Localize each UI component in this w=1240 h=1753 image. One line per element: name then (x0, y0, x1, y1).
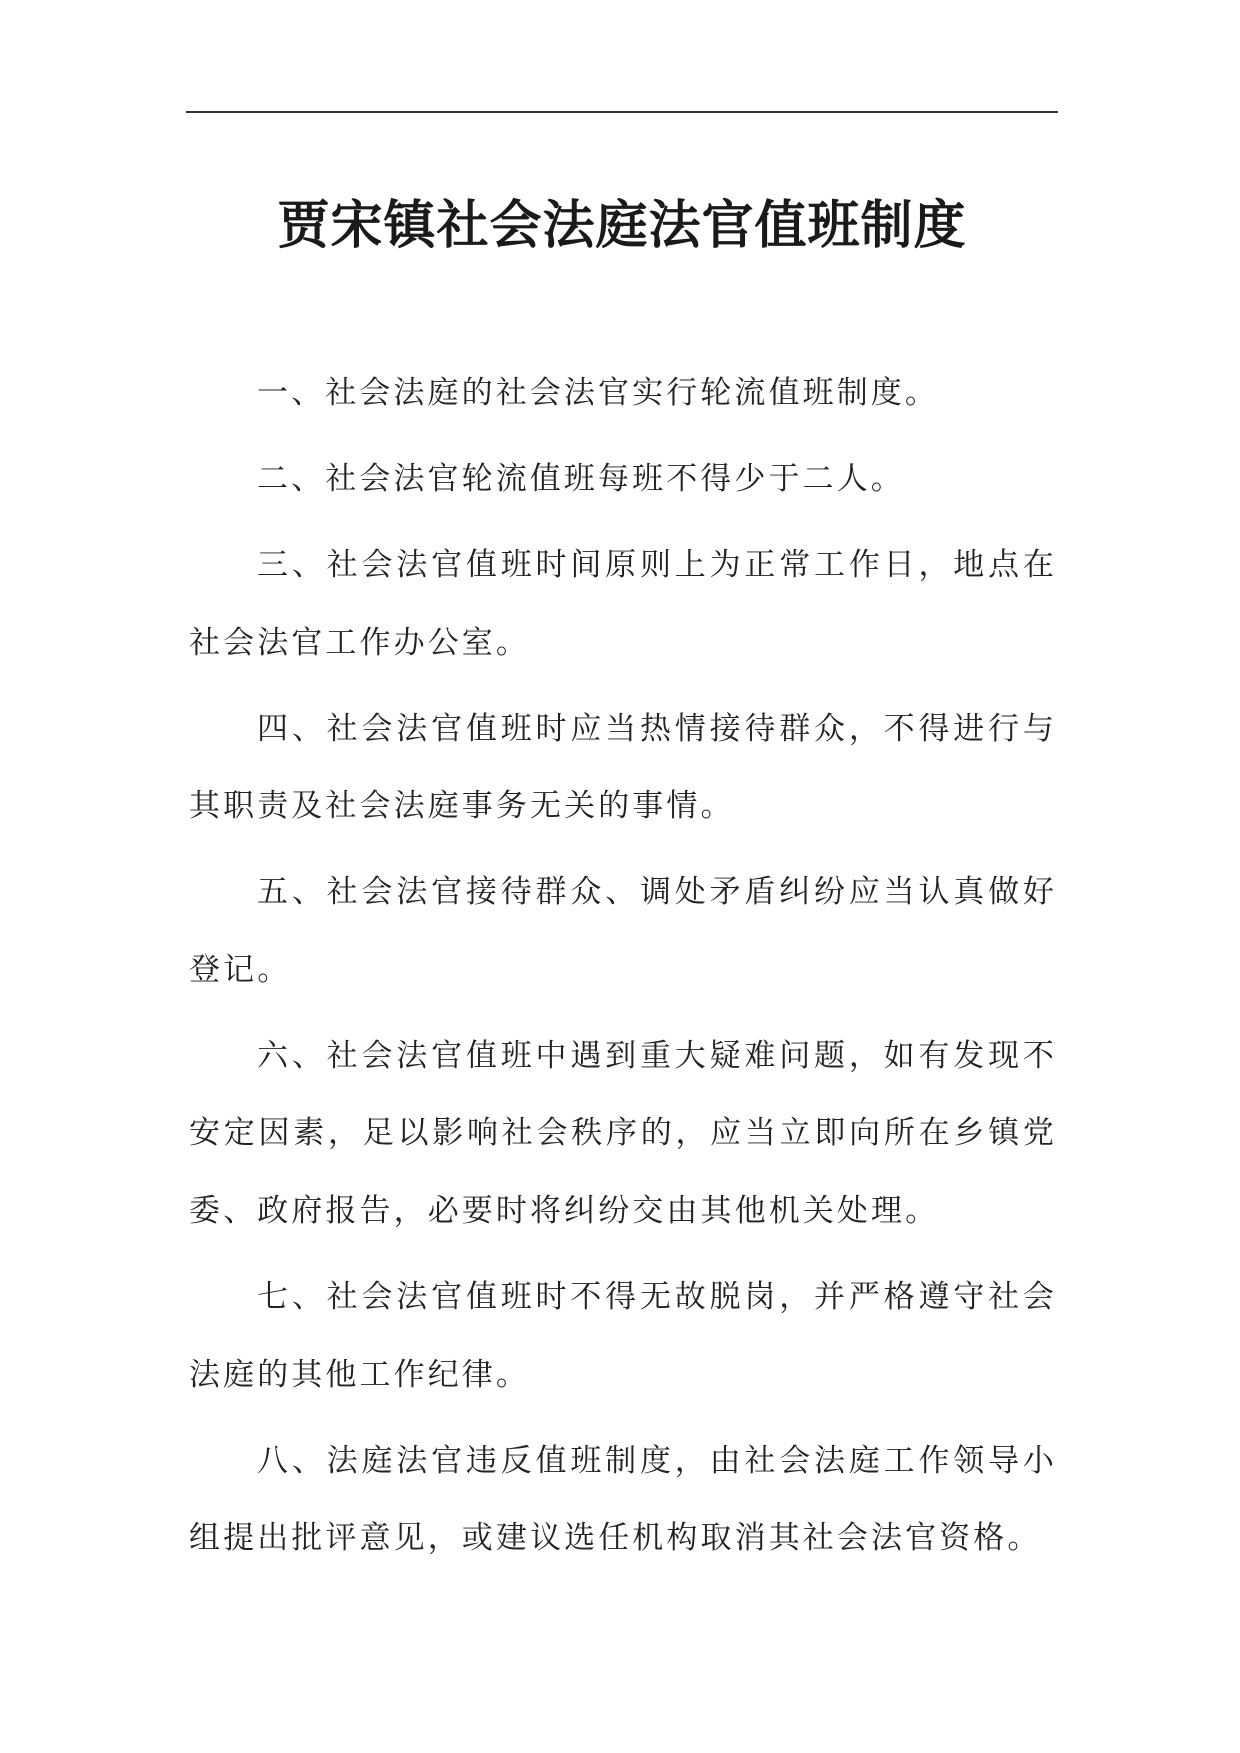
header-rule (186, 111, 1058, 113)
paragraph-7: 七、社会法官值班时不得无故脱岗，并严格遵守社会法庭的其他工作纪律。 (189, 1279, 1057, 1393)
paragraph-2: 二、社会法官轮流值班每班不得少于二人。 (257, 461, 905, 498)
paragraph-5: 五、社会法官接待群众、调处矛盾纠纷应当认真做好登记。 (189, 874, 1057, 988)
document-title: 贾宋镇社会法庭法官值班制度 (277, 196, 967, 256)
document-body (189, 355, 1057, 1586)
paragraph-4: 四、社会法官值班时应当热情接待群众，不得进行与其职责及社会法庭事务无关的事情。 (189, 710, 1057, 825)
paragraph-8: 八、法庭法官违反值班制度，由社会法庭工作领导小组提出批评意见，或建议选任机构取消其社会法官资格。 (189, 1442, 1057, 1557)
paragraph-6: 六、社会法官值班中遇到重大疑难问题，如有发现不安定因素，足以影响社会秩序的，应当立即向所在乡镇党委、政府报告，必要时将纠纷交由其他机关处理。 (189, 1037, 1057, 1229)
paragraph-3: 三、社会法官值班时间原则上为正常工作日，地点在社会法官工作办公室。 (189, 547, 1057, 661)
paragraph-1: 一、社会法庭的社会法官实行轮流值班制度。 (257, 375, 939, 411)
